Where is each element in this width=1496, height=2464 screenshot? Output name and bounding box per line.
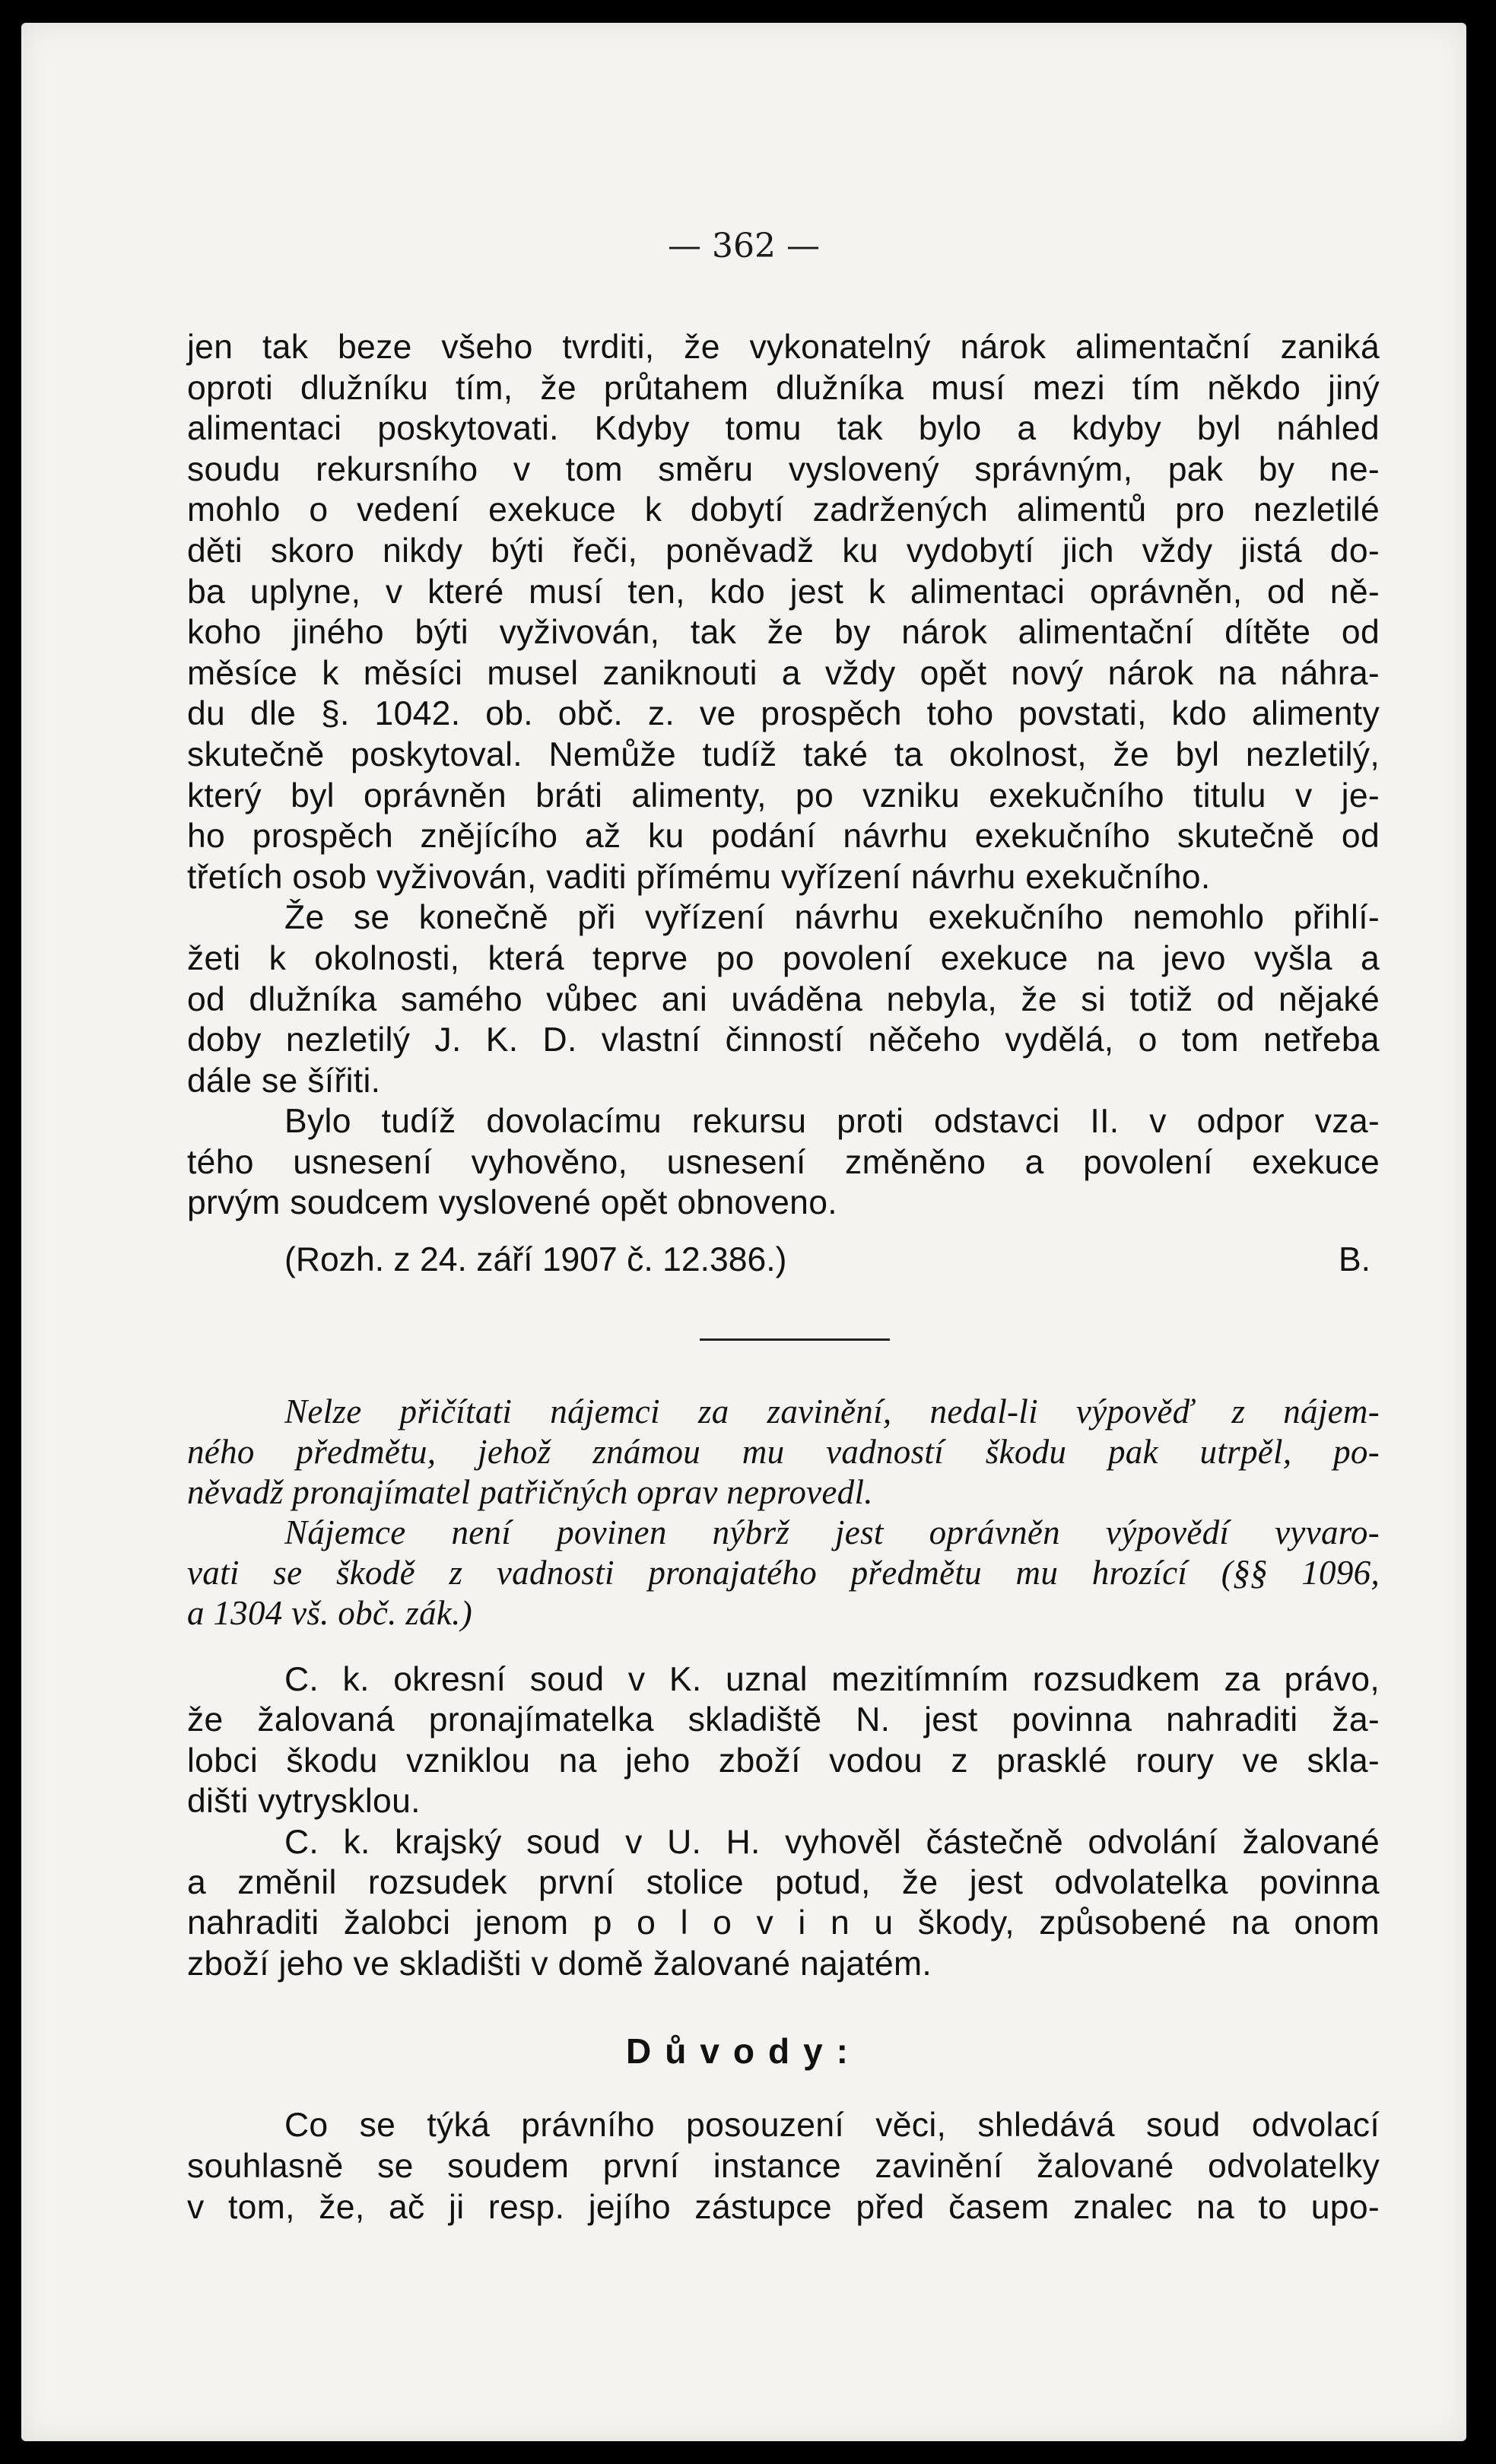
text-line: v tom, že, ač ji resp. jejího zástupce před časem znalec na to upo- [187,2189,1380,2226]
text-line: něvadž pronajímatel patřičných oprav neprovedl. [187,1473,873,1511]
text-line: tého usnesení vyhověno, usnesení změněno a povolení exekuce [187,1143,1380,1181]
text-line: jen tak beze všeho tvrditi, že vykonatelný nárok alimentační zaniká [187,329,1380,366]
text-line: oproti dlužníku tím, že průtahem dlužníka musí mezi tím někdo jiný [187,369,1380,407]
text-line: ho prospěch znějícího až ku podání návrhu exekučního skutečně od [187,818,1380,856]
decision-body-text [187,327,1380,1224]
text-line: lobci škodu vzniklou na jeho zboží vodou z prasklé roury ve skla- [187,1742,1380,1780]
citation-reference: (Rozh. z 24. září 1907 č. 12.386.) [284,1241,787,1278]
text-line: nahraditi žalobci jenom p o l o v i n u škody, způsobené na onom [187,1904,1380,1942]
text-line: Bylo tudíž dovolacímu rekursu proti odstavci II. v odpor vza- [284,1103,1380,1141]
text-line: zboží jeho ve skladišti v domě žalované najatém. [187,1945,932,1983]
text-line: třetích osob vyživován, vaditi přímému vyřízení návrhu exekučního. [187,858,1211,896]
text-line: koho jiného býti vyživován, tak že by nárok alimentační dítěte od [187,614,1380,652]
text-line: C. k. okresní soud v K. uznal mezitímním rozsudkem za právo, [284,1661,1380,1698]
book-page [21,23,1466,2441]
reasons-heading: Důvody: [626,2031,862,2071]
text-line: du dle §. 1042. ob. obč. z. ve prospěch toho povstati, kdo alimenty [187,695,1380,733]
text-line: měsíce k měsíci musel zaniknouti a vždy opět nový nárok na náhra- [187,654,1380,692]
page-number: — 362 — [668,227,820,265]
text-line: ného předmětu, jehož známou mu vadností škodu pak utrpěl, po- [187,1433,1380,1471]
text-line: Co se týká právního posouzení věci, shledává soud odvolací [284,2107,1380,2144]
text-line: souhlasně se soudem první instance zavinění žalované odvolatelky [187,2148,1380,2185]
text-line: od dlužníka samého vůbec ani uváděna nebyla, že si totiž od nějaké [187,980,1380,1018]
case-facts-text [187,1659,1380,1984]
text-line: vati se škodě z vadnosti pronajatého předmětu mu hrozící (§§ 1096, [187,1554,1380,1592]
text-line: alimentaci poskytovati. Kdyby tomu tak bylo a kdyby byl náhled [187,410,1380,448]
text-line: prvým soudcem vyslovené opět obnoveno. [187,1184,837,1222]
text-line: který byl oprávněn bráti alimenty, po vzniku exekučního titulu v je- [187,776,1380,814]
citation-line [187,1240,1380,1281]
text-line: ba uplyne, v které musí ten, kdo jest k alimentaci oprávněn, od ně- [187,573,1380,611]
text-line: skutečně poskytoval. Nemůže tudíž také ta okolnost, že byl nezletilý, [187,735,1380,773]
text-line: a změnil rozsudek první stolice potud, že jest odvolatelka povinna [187,1864,1380,1902]
text-line: doby nezletilý J. K. D. vlastní činností něčeho vydělá, o tom netřeba [187,1021,1380,1059]
text-line: C. k. krajský soud v U. H. vyhověl částečně odvolání žalované [284,1823,1380,1861]
text-line: Nelze přičítati nájemci za zavinění, nedal-li výpověď z nájem- [284,1392,1380,1430]
citation-initial: B. [1338,1241,1371,1278]
text-line: žeti k okolnosti, která teprve po povolení exekuce na jevo vyšla a [187,939,1380,977]
text-line: děti skoro nikdy býti řeči, poněvadž ku vydobytí jich vždy jistá do- [187,532,1380,570]
section-divider [700,1338,890,1341]
text-line: Že se konečně při vyřízení návrhu exekučního nemohlo přihlí- [284,899,1380,937]
text-line: Nájemce není povinen nýbrž jest oprávněn výpovědí vyvaro- [284,1513,1380,1551]
text-line: dišti vytrysklou. [187,1783,421,1821]
text-line: a 1304 vš. obč. zák.) [187,1594,472,1632]
reasons-text [187,2105,1380,2228]
text-line: soudu rekursního v tom směru vyslovený správným, pak by ne- [187,450,1380,488]
text-line: mohlo o vedení exekuce k dobytí zadržených alimentů pro nezletilé [187,491,1380,529]
text-line: dále se šířiti. [187,1062,381,1100]
legal-headnote [187,1392,1380,1634]
text-line: že žalovaná pronajímatelka skladiště N. jest povinna nahraditi ža- [187,1701,1380,1739]
